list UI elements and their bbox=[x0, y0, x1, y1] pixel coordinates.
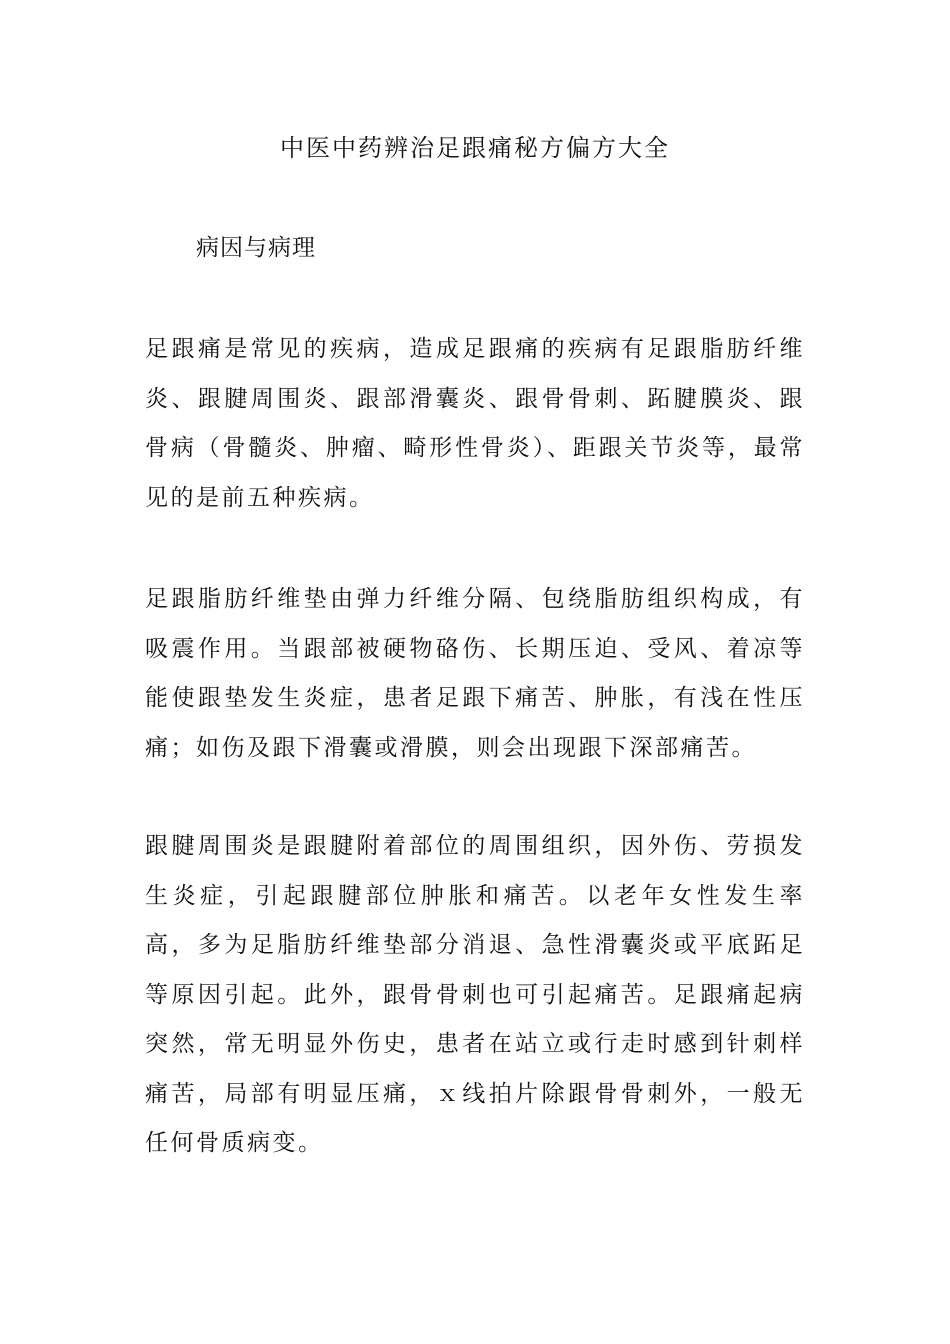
paragraph-fat-pad: 足跟脂肪纤维垫由弹力纤维分隔、包绕脂肪组织构成，有吸震作用。当跟部被硬物硌伤、长期压迫、受风、着凉等能使跟垫发生炎症，患者足跟下痛苦、肿胀，有浅在性压痛；如伤及跟下滑囊或滑膜，则会出现跟下深部痛苦。 bbox=[145, 586, 805, 761]
paragraph-achilles-peritendinitis: 跟腱周围炎是跟腱附着部位的周围组织，因外伤、劳损发生炎症，引起跟腱部位肿胀和痛苦。以老年女性发生率高，多为足脂肪纤维垫部分消退、急性滑囊炎或平底跖足等原因引起。此外，跟骨骨刺也可引起痛苦。足跟痛起病突然，常无明显外伤史，患者在站立或行走时感到针刺样痛苦，局部有明显压痛，ｘ线拍片除跟骨骨刺外，一般无任何骨质病变。 bbox=[145, 833, 805, 1156]
section-heading: 病因与病理 bbox=[196, 235, 316, 261]
document-title: 中医中药辨治足跟痛秘方偏方大全 bbox=[280, 134, 670, 162]
paragraph-causes-overview: 足跟痛是常见的疾病，造成足跟痛的疾病有足跟脂肪纤维炎、跟腱周围炎、跟部滑囊炎、跟骨骨刺、跖腱膜炎、跟骨病（骨髓炎、肿瘤、畸形性骨炎）、距跟关节炎等，最常见的是前五种疾病。 bbox=[145, 336, 805, 511]
